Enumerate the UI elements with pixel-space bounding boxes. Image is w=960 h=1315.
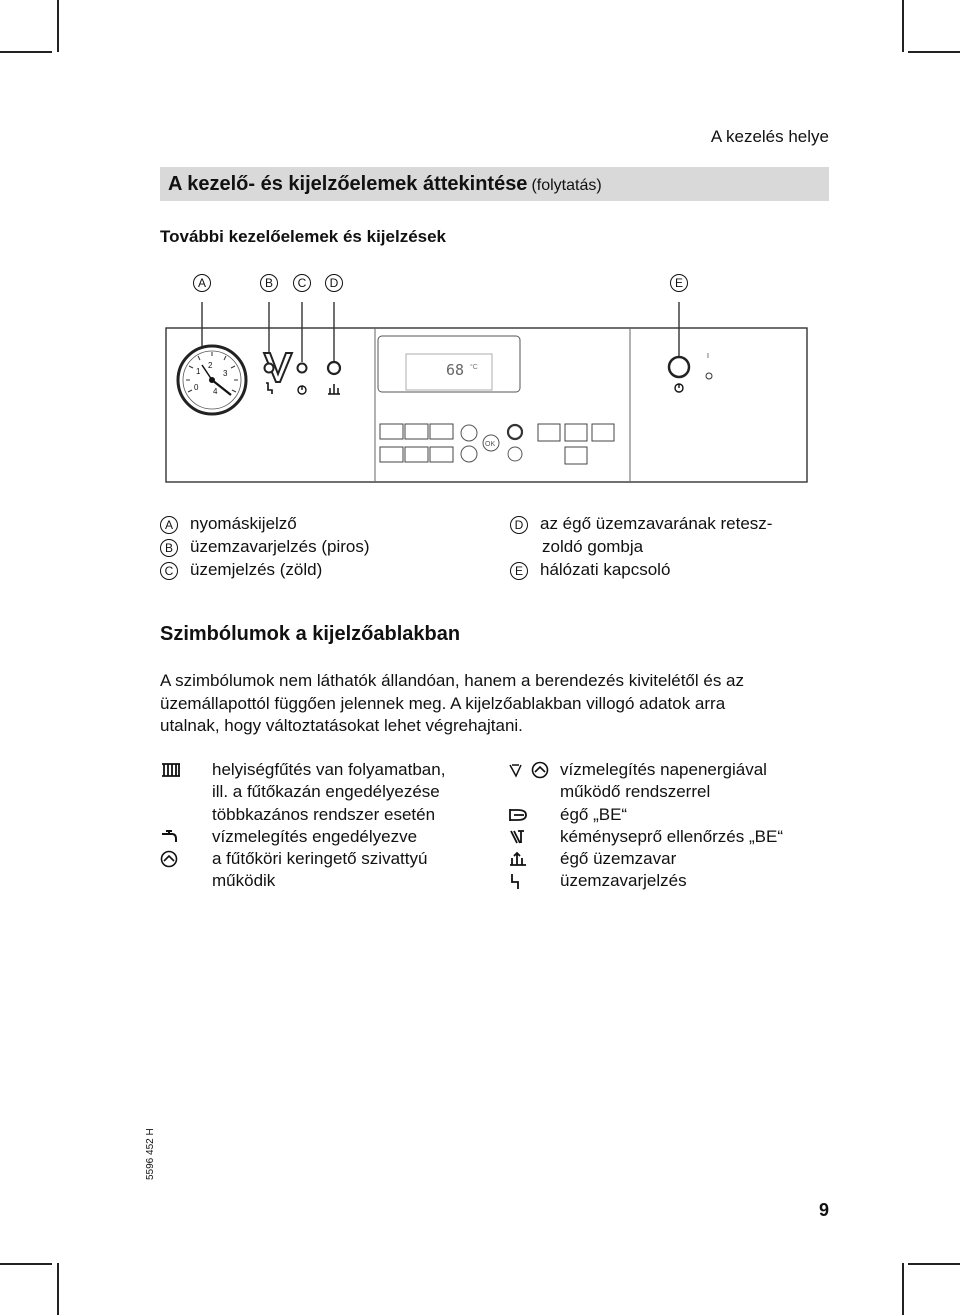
legend-text: üzemjelzés (zöld) xyxy=(190,560,323,579)
symbol-row xyxy=(508,759,830,781)
legend-text: hálózati kapcsoló xyxy=(540,560,671,579)
crop-mark xyxy=(902,0,904,52)
symbol-text: helyiségfűtés van folyamatban, xyxy=(212,760,446,779)
symbol-row xyxy=(508,870,830,892)
section-title: A kezelő- és kijelzőelemek áttekintése (folytatás) xyxy=(168,173,602,195)
panel-button[interactable] xyxy=(592,424,614,441)
display-digits: 68 xyxy=(446,361,465,379)
symbol-row-continued xyxy=(160,781,490,803)
crop-mark xyxy=(0,51,52,53)
symbol-row xyxy=(160,826,490,848)
legend-text-continued: zoldó gombja xyxy=(542,537,644,556)
burner-icon xyxy=(508,806,530,824)
page-number: 9 xyxy=(818,1200,829,1220)
crop-mark xyxy=(902,1263,904,1315)
crop-mark xyxy=(57,1263,59,1315)
symbol-text: kéményseprő ellenőrzés „BE“ xyxy=(560,826,783,846)
plus-button[interactable] xyxy=(461,425,477,441)
symbol-text: üzemzavarjelzés xyxy=(560,871,687,891)
symbol-row-continued xyxy=(160,804,490,826)
gauge-mark: 2 xyxy=(208,361,213,370)
operation-led-icon xyxy=(298,364,307,373)
symbol-text: működik xyxy=(212,871,276,891)
body-line: utalnak, hogy változtatásokat lehet végrehajtani. xyxy=(160,716,523,735)
power-switch[interactable] xyxy=(669,357,689,377)
ok-label: OK xyxy=(485,441,496,448)
symbol-text: vízmelegítés napenergiával xyxy=(560,760,767,779)
callout-c: C xyxy=(293,274,311,292)
callout-d: D xyxy=(325,274,343,292)
symbol-row xyxy=(508,848,830,870)
panel-button[interactable] xyxy=(430,447,453,462)
section-title-suffix: (folytatás) xyxy=(531,177,602,194)
panel-button[interactable] xyxy=(538,424,560,441)
symbol-text: vízmelegítés engedélyezve xyxy=(212,826,418,846)
legend-item xyxy=(160,536,370,558)
callout-e: E xyxy=(670,274,688,292)
panel-button[interactable] xyxy=(405,424,428,439)
subheading-controls: További kezelőelemek és kijelzések xyxy=(160,227,447,246)
legend-item xyxy=(510,513,772,535)
fault-led-icon xyxy=(265,364,274,373)
crop-mark xyxy=(57,0,59,52)
gauge-mark: 0 xyxy=(194,383,199,392)
switch-mark: I xyxy=(707,353,709,360)
crop-mark xyxy=(908,1263,960,1265)
legend-item xyxy=(160,559,322,581)
symbol-row xyxy=(508,826,830,848)
section-header xyxy=(160,167,829,201)
legend-key: A xyxy=(160,516,178,534)
reset-button[interactable] xyxy=(328,362,340,374)
symbol-text: működő rendszerrel xyxy=(560,782,711,802)
panel-button[interactable] xyxy=(565,447,587,464)
symbol-row xyxy=(508,804,830,826)
legend-key: C xyxy=(160,562,178,580)
symbol-row xyxy=(160,848,490,870)
burner-fault-icon xyxy=(508,850,530,868)
symbol-text: égő üzemzavar xyxy=(560,849,677,869)
symbol-text: ill. a fűtőkazán engedélyezése xyxy=(212,782,440,802)
symbol-text: többkazános rendszer esetén xyxy=(212,804,436,824)
symbol-text: égő „BE“ xyxy=(560,804,628,824)
chimney-sweep-icon xyxy=(508,828,530,846)
gauge-mark: 3 xyxy=(223,369,228,378)
symbol-row xyxy=(160,759,490,781)
fault-icon xyxy=(508,872,530,890)
body-line: A szimbólumok nem láthatók állandóan, hanem a berendezés kivitelétől és az xyxy=(160,671,745,690)
panel-button[interactable] xyxy=(405,447,428,462)
symbol-row-continued xyxy=(508,781,830,803)
legend-text: üzemzavarjelzés (piros) xyxy=(190,537,370,556)
panel-button[interactable] xyxy=(380,424,403,439)
crop-mark xyxy=(0,1263,52,1265)
pump-icon xyxy=(160,850,182,868)
legend-key: B xyxy=(160,539,178,557)
legend-text: az égő üzemzavarának retesz- xyxy=(540,514,773,533)
symbol-row-continued xyxy=(160,870,490,892)
minus-button[interactable] xyxy=(461,446,477,462)
legend-key: D xyxy=(510,516,528,534)
panel-button[interactable] xyxy=(380,447,403,462)
pressure-gauge-icon xyxy=(178,346,246,414)
document-code: 5596 452 H xyxy=(145,1128,156,1180)
callout-a: A xyxy=(193,274,211,292)
gauge-mark: 1 xyxy=(196,367,201,376)
info-button[interactable] xyxy=(508,425,522,439)
body-paragraph xyxy=(160,670,830,738)
gauge-mark: 4 xyxy=(213,387,218,396)
symbols-right-column xyxy=(508,759,830,893)
legend-item xyxy=(160,513,297,535)
panel-button[interactable] xyxy=(430,424,453,439)
solar-pump-icon xyxy=(508,761,550,779)
panel-button[interactable] xyxy=(565,424,587,441)
switch-indicator-icon xyxy=(706,373,712,379)
symbol-text: a fűtőköri keringető szivattyú xyxy=(212,849,428,869)
body-line: üzemállapottól függően jelennek meg. A kijelzőablakban villogó adatok arra xyxy=(160,693,726,713)
running-header: A kezelés helye xyxy=(710,127,829,146)
tap-icon xyxy=(160,828,182,846)
control-panel-illustration xyxy=(160,290,820,490)
crop-mark xyxy=(908,51,960,53)
radiator-icon xyxy=(160,761,182,779)
burner-fault-small-icon xyxy=(328,384,340,394)
subheading-symbols: Szimbólumok a kijelzőablakban xyxy=(160,623,461,645)
callout-b: B xyxy=(260,274,278,292)
symbols-left-column xyxy=(160,759,490,893)
reset-panel-button[interactable] xyxy=(508,447,522,461)
fault-small-icon xyxy=(266,383,272,394)
display-unit: °C xyxy=(470,364,478,371)
legend-item xyxy=(510,559,670,581)
legend-text: nyomáskijelző xyxy=(190,514,297,533)
legend-key: E xyxy=(510,562,528,580)
